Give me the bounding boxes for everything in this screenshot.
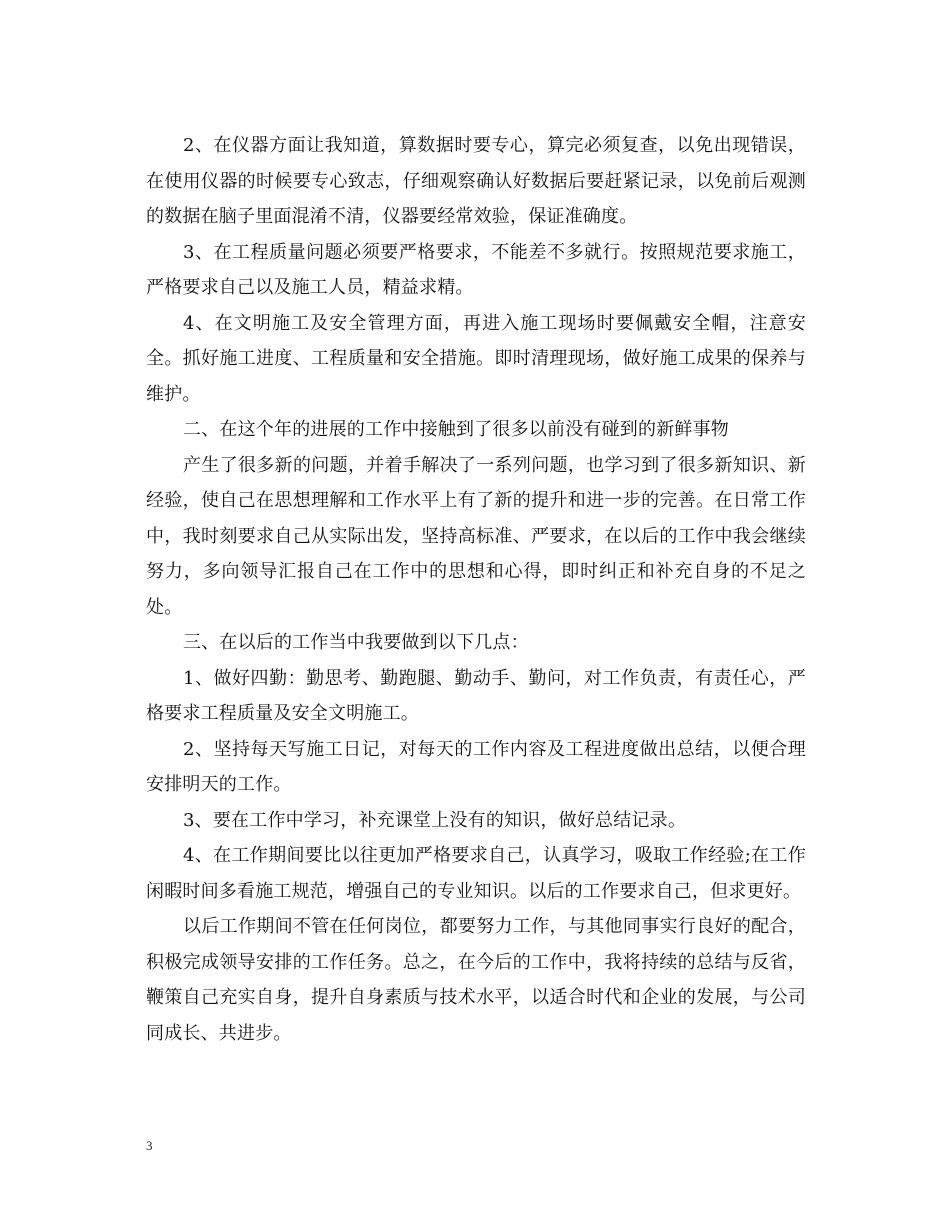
list-item-four-diligences: 1、做好四勤：勤思考、勤跑腿、勤动手、勤问，对工作负责，有责任心，严格要求工程质量及安全文明施工。 — [146, 667, 806, 724]
paragraph-safety: 4、在文明施工及安全管理方面，再进入施工现场时要佩戴安全帽，注意安全。抓好施工进度、工程质量和安全措施。即时清理现场，做好施工成果的保养与维护。 — [146, 312, 806, 405]
section-heading-three: 三、在以后的工作当中我要做到以下几点： — [183, 632, 529, 653]
page-number: 3 — [146, 1138, 153, 1153]
paragraph-new-problems: 产生了很多新的问题，并着手解决了一系列问题，也学习到了很多新知识、新经验，使自己在思想理解和工作水平上有了新的提升和进一步的完善。在日常工作中，我时刻要求自己从实际出发，坚持高标准、严要求，在以后的工作中我会继续努力，多向领导汇报自己在工作中的思想和心得，即时纠正和补充自身的不足之处。 — [146, 454, 806, 618]
section-heading-two: 二、在这个年的进展的工作中接触到了很多以前没有碰到的新鲜事物 — [183, 419, 729, 440]
paragraph-quality: 3、在工程质量问题必须要严格要求，不能差不多就行。按照规范要求施工，严格要求自己以及施工人员，精益求精。 — [146, 241, 806, 298]
paragraph-instrument: 2、在仪器方面让我知道，算数据时要专心，算完必须复查，以免出现错误，在使用仪器的时候要专心致志，仔细观察确认好数据后要赶紧记录，以免前后观测的数据在脑子里面混淆不清，仪器要经常效验，保证准确度。 — [146, 135, 806, 227]
list-item-self-discipline: 4、在工作期间要比以往更加严格要求自己，认真学习，吸取工作经验;在工作闲暇时间多看施工规范，增强自己的专业知识。以后的工作要求自己，但求更好。 — [146, 845, 806, 902]
list-item-daily-log: 2、坚持每天写施工日记，对每天的工作内容及工程进度做出总结，以便合理安排明天的工作。 — [146, 738, 806, 795]
list-item-learning: 3、要在工作中学习，补充课堂上没有的知识，做好总结记录。 — [183, 809, 687, 831]
paragraph-conclusion: 以后工作期间不管在任何岗位，都要努力工作，与其他同事实行良好的配合，积极完成领导安排的工作任务。总之，在今后的工作中，我将持续的总结与反省，鞭策自己充实自身，提升自身素质与技术水平，以适合时代和企业的发展，与公司同成长、共进步。 — [146, 916, 806, 1044]
document-body — [146, 128, 806, 1051]
